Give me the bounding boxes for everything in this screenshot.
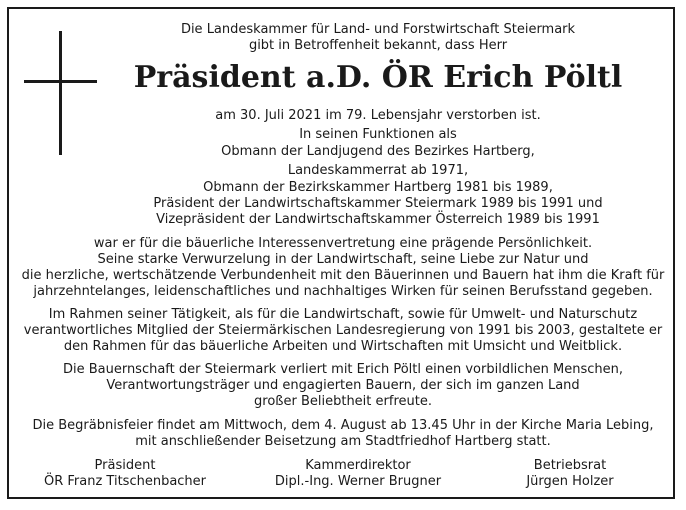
cross-icon-vertical [59,31,62,155]
paragraph2-line: den Rahmen für das bäuerliche Arbeiten und Wirtschaften mit Umsicht und Weitblick. [63,339,623,354]
deceased-name: Präsident a.D. ÖR Erich Pöltl [133,60,623,95]
signature-title: Kammerdirektor [305,458,411,473]
paragraph3-line: großer Beliebtheit erfreute. [254,394,432,409]
signature-name: ÖR Franz Titschenbacher [43,474,207,489]
paragraph1-line: die herzliche, wertschätzende Verbundenheit mit den Bäuerinnen und Bauern hat ihm die Kraft für [21,268,665,283]
paragraph3-line: Die Bauernschaft der Steiermark verliert mit Erich Pöltl einen vorbildlichen Menschen, [62,362,624,377]
paragraph1-line: war er für die bäuerliche Interessenvertretung eine prägende Persönlichkeit. [93,236,593,251]
paragraph3-line: Verantwortungsträger und engagierten Bauern, der sich im ganzen Land [106,378,580,393]
function-line: Obmann der Landjugend des Bezirkes Hartberg, [221,144,535,159]
signature-name: Jürgen Holzer [526,474,614,489]
intro-line: gibt in Betroffenheit bekannt, dass Herr [248,38,508,53]
paragraph2-line: verantwortliches Mitglied der Steiermärkischen Landesregierung von 1991 bis 2003, gestaltete er [23,323,663,338]
paragraph2-line: Im Rahmen seiner Tätigkeit, als für die Landwirtschaft, sowie für Umwelt- und Naturschutz [48,307,638,322]
signature-title: Betriebsrat [533,458,607,473]
signature-name: Dipl.-Ing. Werner Brugner [274,474,442,489]
paragraph1-line: jahrzehntelanges, leidenschaftliches und nachhaltiges Wirken für seinen Berufsstand gegeben. [33,284,653,299]
function-line: Obmann der Bezirkskammer Hartberg 1981 bis 1989, [203,180,553,195]
paragraph1-line: Seine starke Verwurzelung in der Landwirtschaft, seine Liebe zur Natur und [97,252,589,267]
intro-line: Die Landeskammer für Land- und Forstwirtschaft Steiermark [180,22,576,37]
function-line: Präsident der Landwirtschaftskammer Steiermark 1989 bis 1991 und [153,196,603,211]
funeral-line: mit anschließender Beisetzung am Stadtfriedhof Hartberg statt. [135,434,551,449]
function-line: Landeskammerrat ab 1971, [287,163,469,178]
cross-icon-horizontal [24,80,97,83]
signature-title: Präsident [94,458,156,473]
functions-intro: In seinen Funktionen als [299,127,457,142]
function-line: Vizepräsident der Landwirtschaftskammer Österreich 1989 bis 1991 [156,212,600,227]
funeral-line: Die Begräbnisfeier findet am Mittwoch, dem 4. August ab 13.45 Uhr in der Kirche Maria Lebing, [32,418,654,433]
death-line: am 30. Juli 2021 im 79. Lebensjahr verstorben ist. [215,108,541,123]
